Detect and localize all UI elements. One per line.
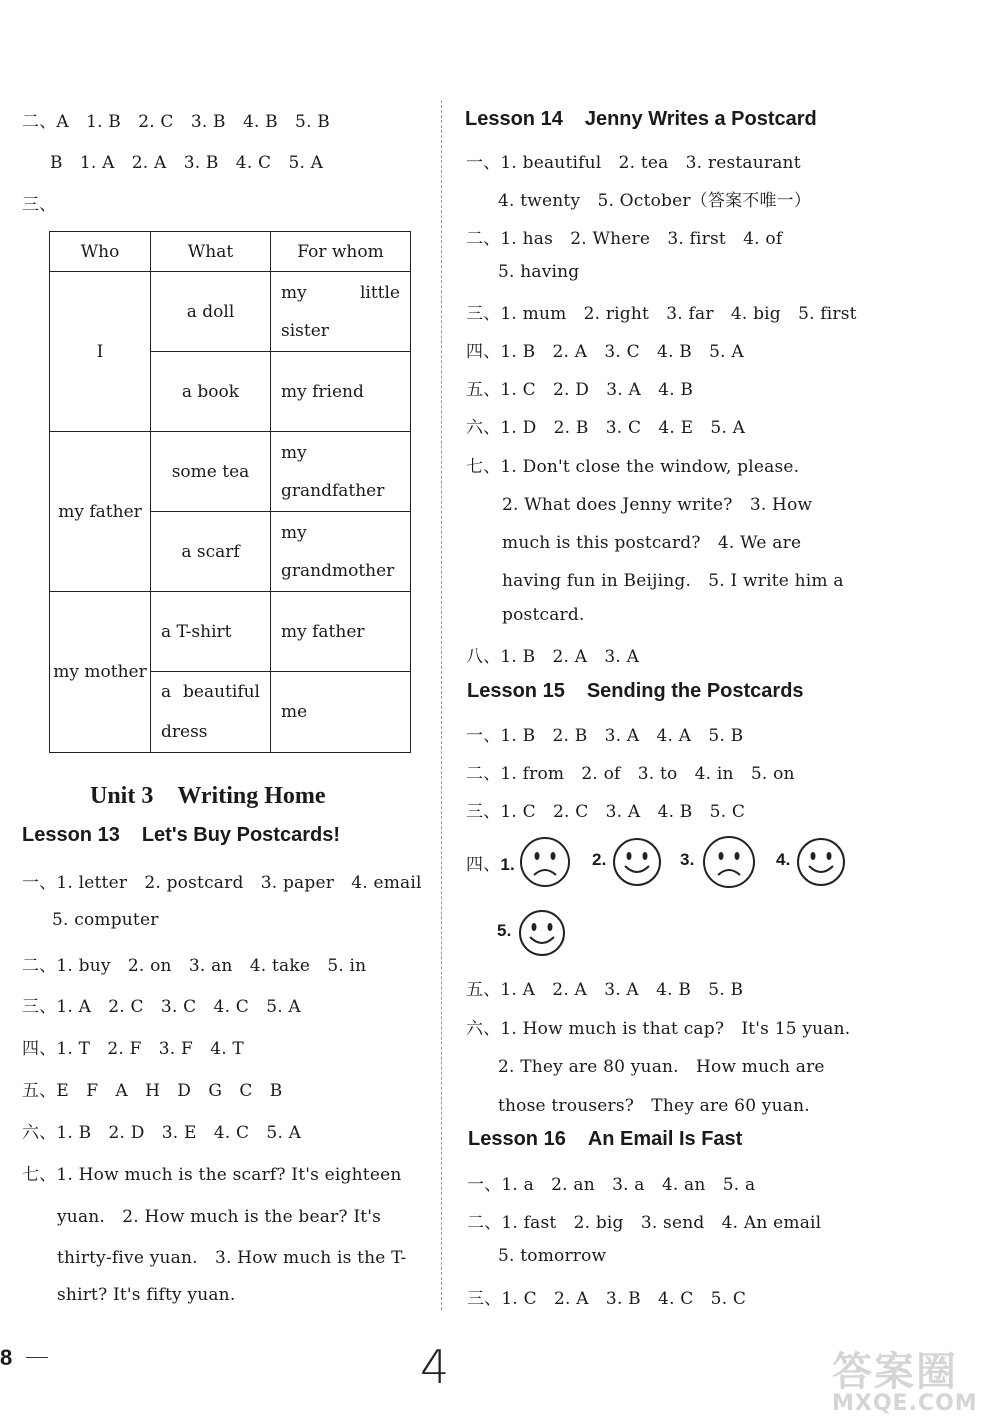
table-cell-what: a scarf [151, 512, 271, 592]
answer-line: 六、1. D 2. B 3. C 4. E 5. A [466, 418, 746, 438]
answer-line: 六、1. B 2. D 3. E 4. C 5. A [22, 1123, 302, 1143]
table-cell-who: I [50, 272, 151, 432]
answer-line: 2. They are 80 yuan. How much are [498, 1057, 825, 1077]
section-label: 四、 [466, 855, 501, 875]
lesson-number: Lesson 14 [465, 108, 563, 130]
answer-line: 三、1. C 2. C 3. A 4. B 5. C [466, 802, 746, 822]
table-cell-for: my grandfather [271, 432, 411, 512]
table-cell-for: my father [271, 592, 411, 672]
answer-line: much is this postcard? 4. We are [502, 533, 802, 553]
answer-line: B 1. A 2. A 3. B 4. C 5. A [50, 153, 324, 173]
answer-line: 七、1. Don't close the window, please. [466, 457, 800, 477]
table-cell-what: a beautiful dress [151, 672, 271, 753]
lesson-number: Lesson 16 [468, 1128, 566, 1150]
answer-line: having fun in Beijing. 5. I write him a [502, 571, 844, 591]
answer-line: 三、1. A 2. C 3. C 4. C 5. A [22, 997, 301, 1017]
table-cell-what: some tea [151, 432, 271, 512]
answer-line: 四、1. B 2. A 3. C 4. B 5. A [466, 342, 744, 362]
answer-line: 五、E F A H D G C B [22, 1081, 283, 1101]
answer-line: 二、1. has 2. Where 3. first 4. of [466, 229, 783, 249]
table-cell-who: my father [50, 432, 151, 592]
answer-line: 三、1. mum 2. right 3. far 4. big 5. first [466, 304, 857, 324]
lesson-title: Jenny Writes a Postcard [584, 108, 817, 130]
table-cell-for: my little sister [271, 272, 411, 352]
answer-line: shirt? It's fifty yuan. [57, 1285, 236, 1305]
table-header: Who [50, 232, 151, 272]
watermark-url: MXQE.COM [832, 1391, 978, 1416]
answer-line: 4. twenty 5. October（答案不唯一） [498, 191, 812, 211]
answer-line: 五、1. C 2. D 3. A 4. B [466, 380, 694, 400]
answer-line: 5. computer [52, 910, 159, 930]
sad-face-icon [518, 835, 572, 889]
faces-row [466, 850, 515, 875]
table-header: What [151, 232, 271, 272]
answer-line: 一、1. beautiful 2. tea 3. restaurant [466, 153, 801, 173]
answer-table [49, 231, 411, 753]
answer-line: 一、1. letter 2. postcard 3. paper 4. email [22, 873, 422, 893]
answer-line: 一、1. B 2. B 3. A 4. A 5. B [466, 726, 744, 746]
answer-line: 八、1. B 2. A 3. A [466, 647, 640, 667]
answer-line: 五、1. A 2. A 3. A 4. B 5. B [466, 980, 744, 1000]
answer-line: 5. tomorrow [498, 1246, 607, 1266]
face-number: 3. [680, 850, 695, 869]
lesson-heading [467, 680, 804, 703]
lesson-number: Lesson 15 [467, 680, 565, 702]
lesson-heading [468, 1128, 742, 1151]
table-cell-for: my grandmother [271, 512, 411, 592]
table-cell-who: my mother [50, 592, 151, 753]
lesson-heading [22, 824, 340, 847]
answer-line: 六、1. How much is that cap? It's 15 yuan. [466, 1019, 851, 1039]
watermark-logo: 答案圈 [832, 1349, 958, 1395]
answer-line: 二、A 1. B 2. C 3. B 4. B 5. B [22, 112, 330, 132]
table-cell-for: my friend [271, 352, 411, 432]
happy-face-icon [795, 836, 847, 888]
face-number: 5. [497, 921, 512, 940]
page-number-rule [26, 1357, 48, 1358]
table-header: For whom [271, 232, 411, 272]
answer-line: postcard. [502, 605, 585, 625]
answer-line: 二、1. buy 2. on 3. an 4. take 5. in [22, 956, 367, 976]
face-number: 2. [592, 850, 607, 869]
table-cell-what: a book [151, 352, 271, 432]
answer-line: those trousers? They are 60 yuan. [498, 1096, 810, 1116]
answer-line: 三、1. C 2. A 3. B 4. C 5. C [467, 1289, 747, 1309]
happy-face-icon [517, 908, 567, 958]
lesson-title: Let's Buy Postcards! [141, 824, 340, 846]
answer-line: thirty-five yuan. 3. How much is the T- [57, 1248, 407, 1268]
face-number: 1. [500, 855, 515, 874]
answer-line: 5. having [498, 262, 580, 282]
answer-line: 2. What does Jenny write? 3. How [502, 495, 813, 515]
lesson-number: Lesson 13 [22, 824, 120, 846]
table-cell-for: me [271, 672, 411, 753]
lesson-heading [465, 108, 817, 131]
answer-line: 一、1. a 2. an 3. a 4. an 5. a [467, 1175, 756, 1195]
happy-face-icon [611, 836, 663, 888]
lesson-title: Sending the Postcards [586, 680, 804, 702]
table-cell-what: a T-shirt [151, 592, 271, 672]
unit-title: Unit 3 Writing Home [90, 783, 326, 809]
answer-line: 二、1. fast 2. big 3. send 4. An email [467, 1213, 822, 1233]
answer-line: 四、1. T 2. F 3. F 4. T [22, 1039, 244, 1059]
watermark [832, 1340, 978, 1416]
answer-line: 二、1. from 2. of 3. to 4. in 5. on [466, 764, 795, 784]
handwritten-number: 4 [420, 1340, 450, 1394]
answer-line: yuan. 2. How much is the bear? It's [57, 1207, 382, 1227]
section-label: 三、 [22, 195, 57, 215]
answer-line: 七、1. How much is the scarf? It's eighteen [22, 1165, 402, 1185]
face-number: 4. [776, 850, 791, 869]
sad-face-icon [701, 834, 757, 890]
table-cell-what: a doll [151, 272, 271, 352]
column-divider [441, 100, 442, 1310]
page-number: 8 [0, 1345, 13, 1370]
lesson-title: An Email Is Fast [587, 1128, 743, 1150]
